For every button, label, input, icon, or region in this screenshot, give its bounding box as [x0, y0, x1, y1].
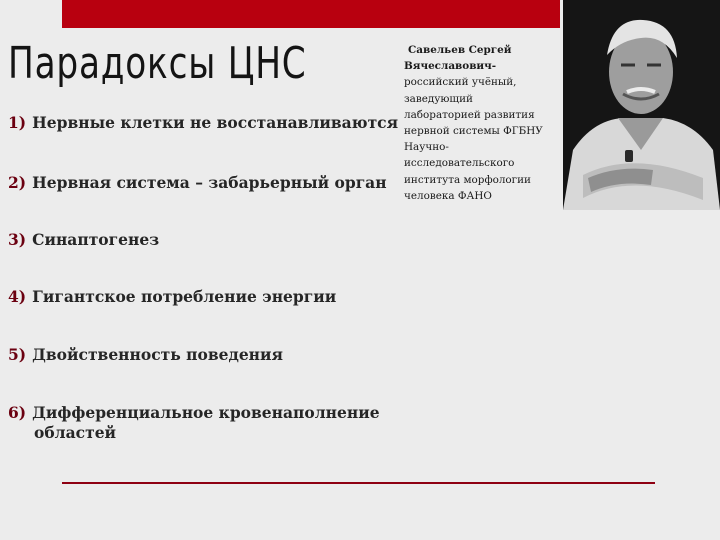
list-item — [8, 113, 398, 133]
item-text: Гигантское потребление энергии — [32, 287, 337, 306]
bio-name-line-1: Савельев Сергей — [408, 44, 512, 56]
item-text: Дифференциальное кровенаполнение — [32, 403, 380, 422]
item-number: 6) — [8, 403, 27, 422]
list-item — [8, 345, 398, 365]
list-item — [8, 403, 388, 442]
item-number: 2) — [8, 173, 27, 192]
author-bio — [404, 42, 564, 204]
bio-line: института морфологии — [404, 173, 531, 186]
bottom-divider — [62, 482, 655, 484]
bio-name-line-2: Вячеславович- — [404, 60, 497, 73]
item-number: 4) — [8, 287, 27, 306]
item-text: Синаптогенез — [32, 230, 160, 249]
item-text: Двойственность поведения — [32, 345, 283, 364]
item-number: 3) — [8, 230, 27, 249]
portrait-image-icon — [563, 0, 720, 210]
item-number: 5) — [8, 345, 27, 364]
item-text: Нервные клетки не восстанавливаются — [32, 113, 399, 132]
list-item — [8, 173, 398, 193]
bio-line: Научно- — [404, 141, 449, 154]
bio-line: человека ФАНО — [404, 189, 492, 202]
bio-line: нервной системы ФГБНУ — [404, 125, 543, 138]
bio-line: российский учёный, — [404, 76, 517, 89]
slide-title: Парадоксы ЦНС — [8, 38, 307, 89]
item-number: 1) — [8, 113, 27, 132]
list-item — [8, 287, 398, 307]
portrait-photo — [563, 0, 720, 210]
item-text-continued: областей — [34, 423, 117, 442]
item-text: Нервная система – забарьерный орган — [32, 173, 387, 192]
list-item — [8, 230, 398, 250]
top-accent-bar — [62, 0, 560, 28]
bio-line: исследовательского — [404, 157, 515, 170]
bio-line: лабораторией развития — [404, 108, 535, 121]
bio-line: заведующий — [404, 92, 473, 105]
